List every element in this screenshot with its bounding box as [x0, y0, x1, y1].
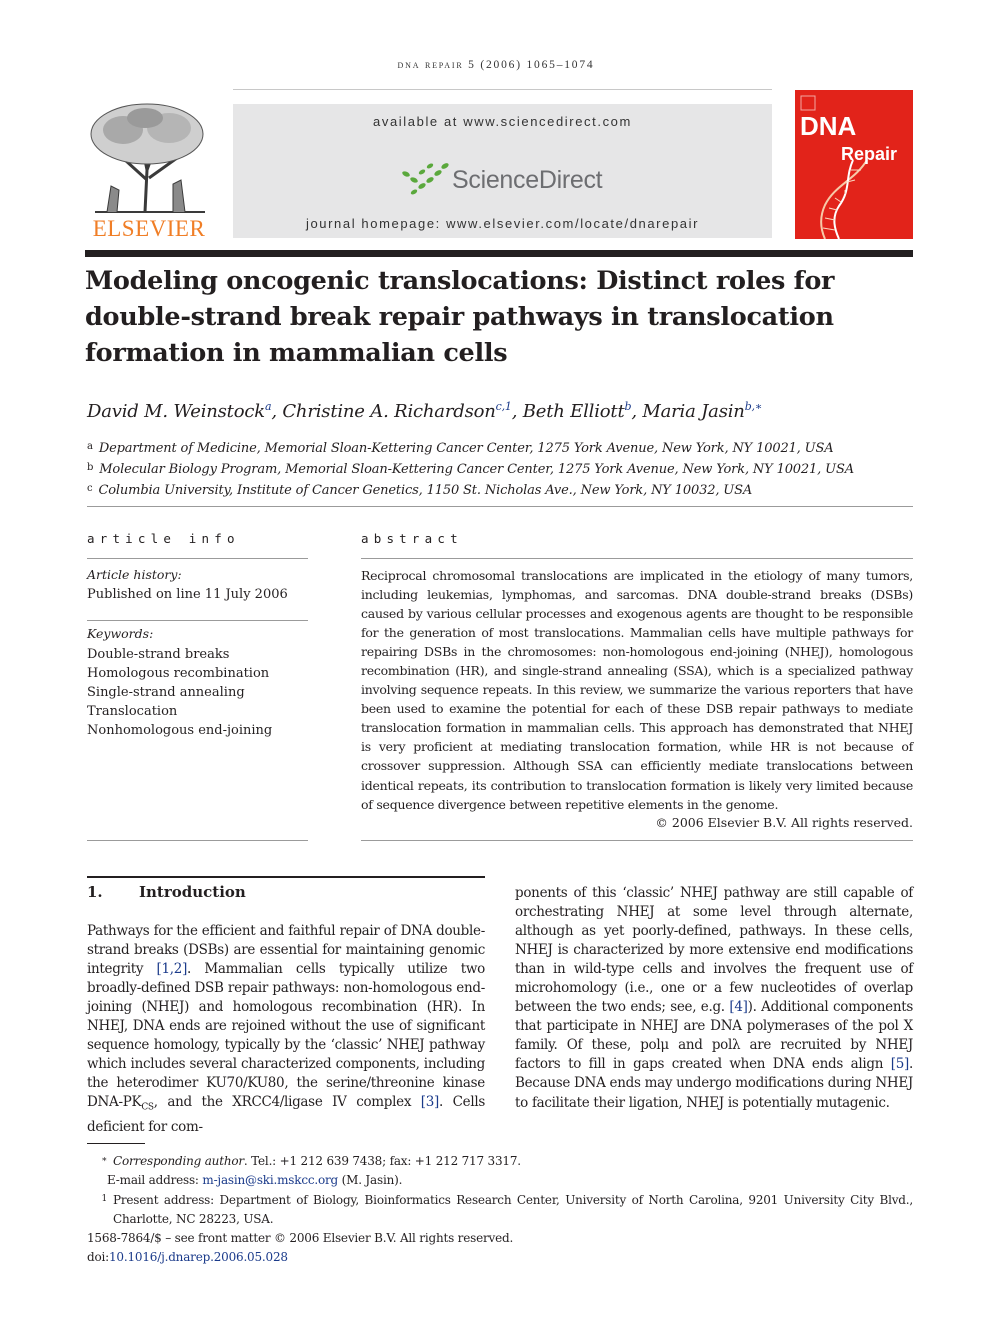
- divider: [87, 840, 308, 841]
- keyword: Nonhomologous end-joining: [87, 723, 273, 738]
- keyword-list: [87, 645, 272, 740]
- abstract-text: Reciprocal chromosomal translocations are implicated in the etiology of many tumors, including leukemias, lymphomas, and sarcomas. DNA double-strand breaks (DSBs) caused by various cellular processes and exogenous agents are thought to be responsible for the generation of most translocations. Mammalian cells have multiple pathways for repairing DSBs in the chromosomes: non-homologous end-joining (NHEJ), homologous recombination (HR), and single-strand annealing (SSA), which is a specialized pathway involving sequence repeats. In this review, we summarize the various reporters that have been used to examine the potential for each of these DSB repair pathways to mediate translocation formation in mammalian cells. This approach has demonstrated that NHEJ is very proficient at mediating translocation formation, while HR is not because of crossover suppression. Although SSA can efficiently mediate translocations between identical repeats, its contribution to translocation formation is likely very limited because of sequence divergence between repetitive elements in the genome.: [361, 568, 913, 812]
- footnote-present-address: [87, 1190, 913, 1229]
- header-thick-rule: [85, 250, 913, 257]
- elsevier-tree-icon: [85, 100, 213, 218]
- section-title: Introduction: [139, 883, 246, 901]
- footnotes: [87, 1151, 913, 1267]
- citation-link[interactable]: [1,2]: [156, 961, 188, 978]
- corresponding-label: Corresponding author: [113, 1154, 244, 1168]
- divider: [87, 506, 913, 507]
- author-name[interactable]: Christine A. Richardson: [282, 401, 496, 422]
- corresponding-contact: . Tel.: +1 212 639 7438; fax: +1 212 717 3317.: [243, 1154, 521, 1168]
- elsevier-wordmark: ELSEVIER: [92, 216, 206, 241]
- sciencedirect-banner: [233, 104, 772, 238]
- author-separator: ,: [511, 401, 523, 422]
- body-text: . Because DNA ends may undergo modifications during NHEJ to facilitate their ligation, NHEJ is potentially mutagenic.: [515, 1056, 913, 1111]
- title-line: double-strand break repair pathways in translocation: [85, 302, 834, 332]
- author-affil-mark[interactable]: a: [264, 400, 272, 413]
- footnote-email: [87, 1171, 913, 1190]
- body-text: . Mammalian cells typically utilize two broadly-defined DSB repair pathways: non-homologous end-joining (NHEJ) and homologous recombination (HR). In NHEJ, DNA ends are rejoined without the use of significant sequence homology, typically by the ‘classic’ NHEJ pathway which includes several characterized components, including the heterodimer KU70/KU80, the serine/threonine kinase DNA-PK: [87, 961, 485, 1111]
- divider: [361, 558, 913, 559]
- title-line: Modeling oncogenic translocations: Distinct roles for: [85, 266, 835, 296]
- email-label: E-mail address:: [107, 1173, 203, 1187]
- doi-link[interactable]: 10.1016/j.dnarep.2006.05.028: [109, 1250, 288, 1264]
- affil-text: Columbia University, Institute of Cancer Genetics, 1150 St. Nicholas Ave., New York, NY 10032, USA: [98, 483, 753, 498]
- footnote-mark: ∗: [101, 1155, 107, 1165]
- affil-text: Department of Medicine, Memorial Sloan-Kettering Cancer Center, 1275 York Avenue, New York, NY 10021, USA: [98, 441, 834, 456]
- header-top-rule: [233, 89, 772, 90]
- citation-link[interactable]: [4]: [729, 999, 748, 1016]
- email-suffix: (M. Jasin).: [338, 1173, 403, 1187]
- affiliation-c: [87, 479, 907, 500]
- article-info-heading: article info: [87, 531, 240, 546]
- divider: [87, 558, 308, 559]
- copyright-line: © 2006 Elsevier B.V. All rights reserved.: [655, 815, 913, 830]
- body-text: ). Additional components that participate in NHEJ are DNA polymerases of the pol X family. Of these, polμ and polλ are recruited by NHEJ factors to fill in gaps created when DNA ends align: [515, 999, 913, 1073]
- cover-title-dna: DNA: [800, 111, 857, 141]
- keyword: Homologous recombination: [87, 666, 270, 681]
- issn-line: 1568-7864/$ – see front matter © 2006 Elsevier B.V. All rights reserved.: [87, 1231, 514, 1245]
- affil-mark: b: [87, 462, 94, 473]
- affiliation-b: [87, 458, 907, 479]
- divider: [87, 620, 308, 621]
- sciencedirect-name: ScienceDirect: [452, 166, 603, 194]
- keywords-label: Keywords:: [87, 626, 154, 641]
- author-separator: ,: [631, 401, 643, 422]
- footnote-mark: 1: [101, 1194, 107, 1204]
- journal-cover[interactable]: [795, 90, 913, 239]
- abstract-heading: abstract: [361, 531, 463, 546]
- email-link[interactable]: m-jasin@ski.mskcc.org: [202, 1173, 339, 1187]
- body-column-right: [515, 884, 913, 1113]
- author-affil-mark[interactable]: c,1: [495, 400, 512, 413]
- section-rule: [87, 876, 485, 878]
- subscript: CS: [141, 1103, 154, 1114]
- affil-mark: a: [87, 441, 93, 452]
- body-text: , and the XRCC4/ligase IV complex: [153, 1094, 421, 1111]
- section-number: 1.: [87, 883, 103, 901]
- article-title: [85, 263, 885, 371]
- title-line: formation in mammalian cells: [85, 338, 508, 368]
- keyword: Double-strand breaks: [87, 647, 230, 662]
- keyword: Translocation: [87, 704, 178, 719]
- elsevier-logo[interactable]: [85, 100, 213, 242]
- divider: [361, 840, 913, 841]
- available-at-text[interactable]: available at www.sciencedirect.com: [373, 114, 632, 129]
- present-address-text: Present address: Department of Biology, Bioinformatics Research Center, University of North Carolina, 9201 University City Blvd., Charlotte, NC 28223, USA.: [113, 1193, 913, 1226]
- affil-mark: c: [87, 483, 93, 494]
- body-text: Pathways for the efficient and faithful repair of DNA double-strand breaks (DSBs) are essential for maintaining genomic integrity: [87, 923, 485, 978]
- footnote-corresponding: [87, 1151, 913, 1171]
- running-head: dna repair 5 (2006) 1065–1074: [397, 59, 595, 71]
- affiliations: [87, 437, 907, 500]
- author-affil-mark[interactable]: b: [624, 400, 632, 413]
- citation-link[interactable]: [3]: [420, 1094, 439, 1111]
- body-column-left: [87, 922, 485, 1137]
- doi-line: [87, 1248, 913, 1267]
- body-text: . Cells deficient for com-: [87, 1094, 485, 1136]
- author-name[interactable]: Maria Jasin: [642, 401, 745, 422]
- section-heading: [87, 883, 246, 901]
- author-name[interactable]: Beth Elliott: [522, 401, 625, 422]
- author-name[interactable]: David M. Weinstock: [87, 401, 265, 422]
- affiliation-a: [87, 437, 907, 458]
- author-list: [87, 400, 907, 422]
- footnote-rule: [87, 1143, 145, 1144]
- keyword: Single-strand annealing: [87, 685, 245, 700]
- citation-link[interactable]: [5]: [890, 1056, 909, 1073]
- author-separator: ,: [271, 401, 283, 422]
- article-history-label: Article history:: [87, 567, 182, 582]
- body-text: ponents of this ‘classic’ NHEJ pathway are still capable of orchestrating NHEJ at some level through alternate, although as yet poorly-defined, pathways. In these cells, NHEJ is characterized by more extensive end modifications than in wild-type cells and involves the frequent use of microhomology (i.e., one or a few nucleotides of overlap between the two ends; see, e.g.: [515, 885, 913, 1016]
- sciencedirect-leaf-icon: [400, 160, 450, 196]
- author-affil-mark[interactable]: b,∗: [744, 400, 763, 413]
- article-history-text: Published on line 11 July 2006: [87, 587, 288, 602]
- doi-prefix: doi:: [87, 1250, 109, 1264]
- sciencedirect-logo[interactable]: [400, 160, 610, 200]
- journal-homepage-text[interactable]: journal homepage: www.elsevier.com/locate/dnarepair: [305, 216, 700, 231]
- cover-title-repair: Repair: [841, 144, 898, 164]
- affil-text: Molecular Biology Program, Memorial Sloan-Kettering Cancer Center, 1275 York Avenue, New York, NY 10021, USA: [99, 462, 854, 477]
